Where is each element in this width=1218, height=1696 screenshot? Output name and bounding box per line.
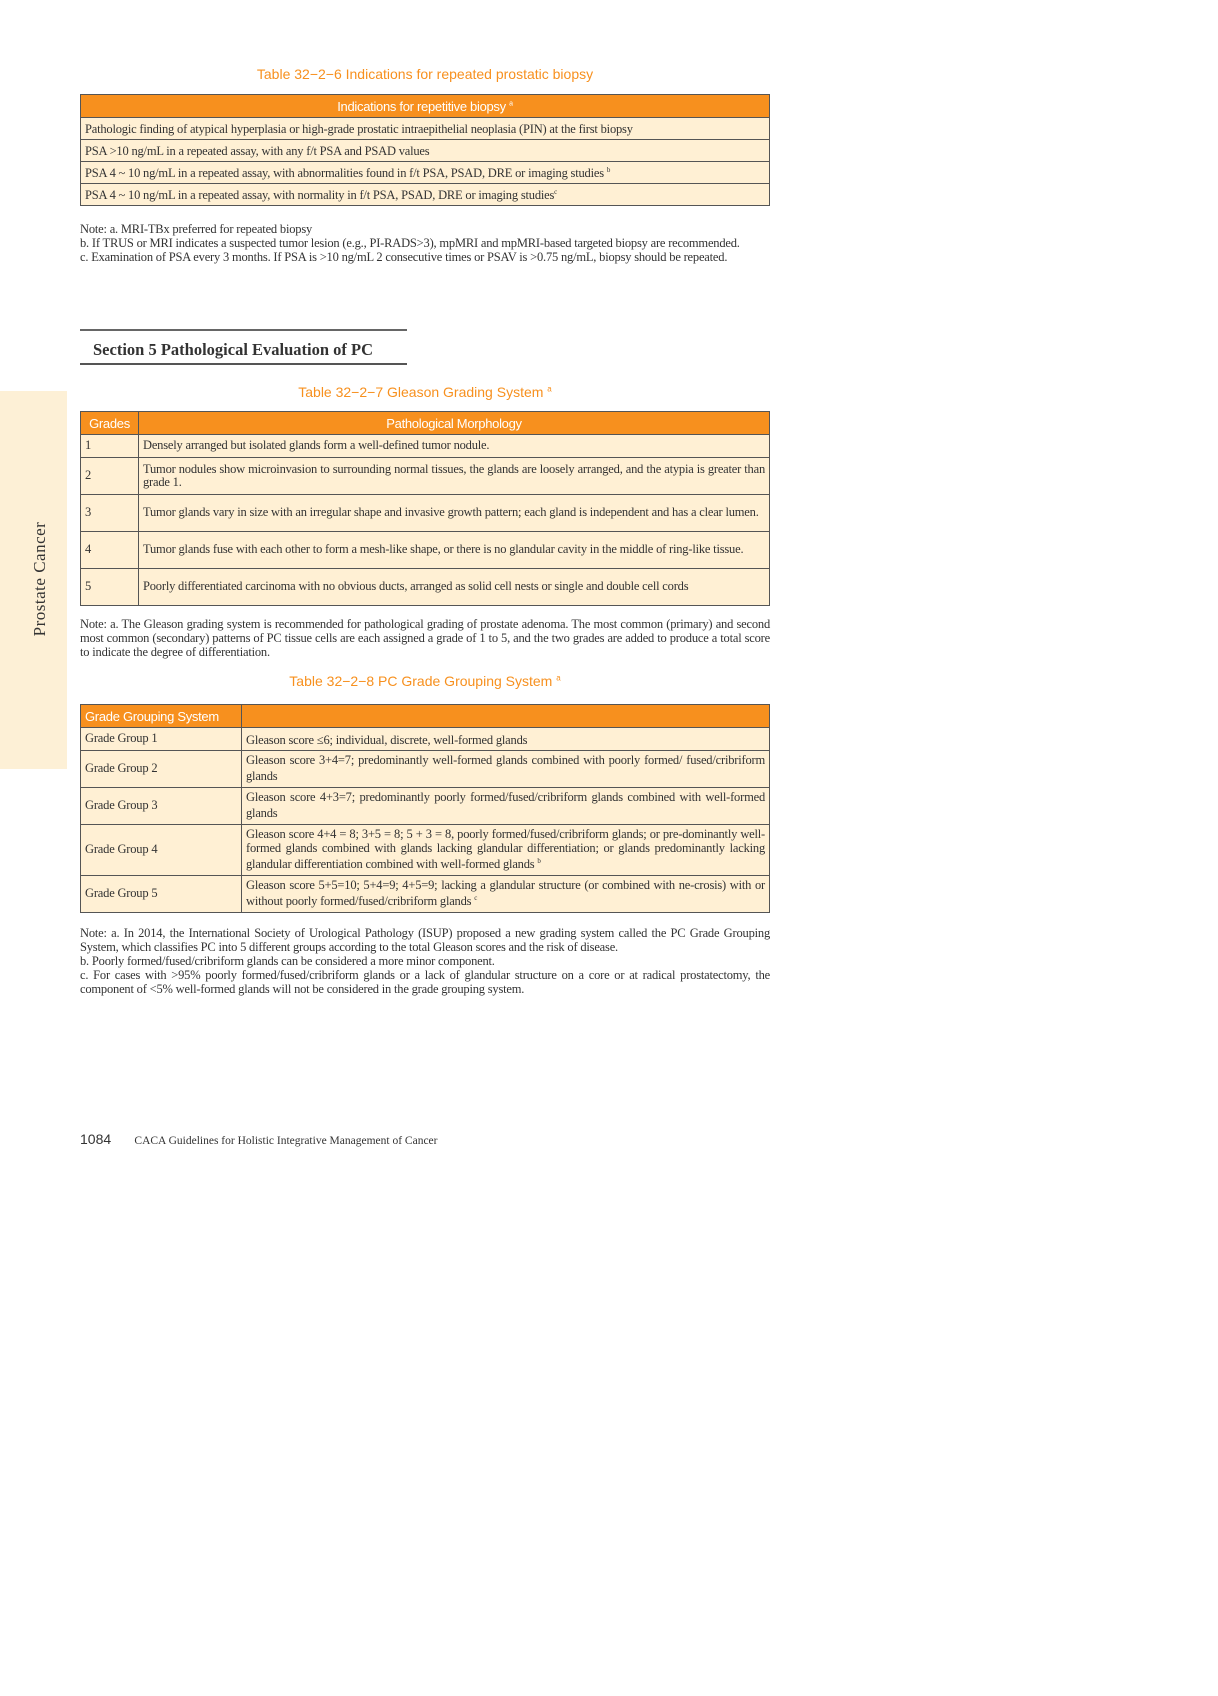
footer-title: CACA Guidelines for Holistic Integrative Management of Cancer <box>134 1135 438 1147</box>
column-header: Grades <box>81 412 139 435</box>
table-row: PSA 4 ~ 10 ng/mL in a repeated assay, with normality in f/t PSA, PSAD, DRE or imaging studies$^c$ <box>81 184 770 206</box>
column-header: Pathological Morphology <box>139 412 770 435</box>
table3-caption: Table 32−2−8 PC Grade Grouping System $^a$ <box>289 673 561 689</box>
table2-note: Note: a. The Gleason grading system is recommended for pathological grading of prostate adenoma. The most common (primary) and second most common (secondary) patterns of PC tissue cells are each assigned a grade of 1 to 5, and the two grades are added to produce a total score to indicate the degree of differentiation. <box>80 617 770 659</box>
table-row: Pathologic finding of atypical hyperplasia or high-grade prostatic intraepithelial neoplasia (PIN) at the first biopsy <box>81 118 770 140</box>
biopsy-indications-table <box>80 94 770 206</box>
column-header: Grade Grouping System <box>81 705 242 728</box>
table-row: Grade Group 2 Gleason score 3+4=7; predominantly well-formed glands combined with poorly formed/ fused/cribriform glands <box>81 751 770 788</box>
table-row: Grade Group 3 Gleason score 4+3=7; predominantly poorly formed/fused/cribriform glands combined with well-formed glands <box>81 788 770 825</box>
column-header <box>242 705 770 728</box>
gleason-grading-table <box>80 411 770 606</box>
table1-caption: Table 32−2−6 Indications for repeated prostatic biopsy <box>256 66 594 82</box>
table-row: 5 Poorly differentiated carcinoma with no obvious ducts, arranged as solid cell nests or single and double cell cords <box>81 569 770 606</box>
table-row: 3 Tumor glands vary in size with an irregular shape and invasive growth pattern; each gland is independent and has a clear lumen. <box>81 495 770 532</box>
table-row: Grade Group 5 Gleason score 5+5=10; 5+4=9; 4+5=9; lacking a glandular structure (or combined with ne-crosis) with or without poorly formed/fused/cribriform glands $^c$ <box>81 876 770 913</box>
table-row: PSA >10 ng/mL in a repeated assay, with any f/t PSA and PSAD values <box>81 140 770 162</box>
table1-notes: Note: a. MRI-TBx preferred for repeated biopsy b. If TRUS or MRI indicates a suspected tumor lesion (e.g., PI-RADS>3), mpMRI and mpMRI-based targeted biopsy are recommended. c. Examination of PSA every 3 months. If PSA is >10 ng/mL 2 consecutive times or PSAV is >0.75 ng/mL, biopsy should be repeated. <box>80 222 740 264</box>
table-row: 4 Tumor glands fuse with each other to form a mesh-like shape, or there is no glandular cavity in the middle of ring-like tissue. <box>81 532 770 569</box>
page-number: 1084 <box>80 1131 112 1147</box>
table-row: PSA 4 ~ 10 ng/mL in a repeated assay, with abnormalities found in f/t PSA, PSAD, DRE or imaging studies $^b$ <box>81 162 770 184</box>
table3-notes: Note: a. In 2014, the International Society of Urological Pathology (ISUP) proposed a new grading system called the PC Grade Grouping System, which classifies PC into 5 different groups according to the total Gleason scores and the risk of disease. b. Poorly formed/fused/cribriform glands can be considered a more minor component. c. For cases with >95% poorly formed/fused/cribriform glands or a lack of glandular structure on a core or at radical prostatectomy, the component of <5% well-formed glands will not be considered in the grade grouping system. <box>80 926 770 996</box>
section-heading: Section 5 Pathological Evaluation of PC <box>80 329 407 365</box>
table-row: Grade Group 4 Gleason score 4+4 = 8; 3+5 = 8; 5 + 3 = 8, poorly formed/fused/cribriform glands; or pre-dominantly well-formed glands combined with glands lacking glandular differentiation; or glands predominantly lacking glandular differentiation combined with well-formed glands $^b$ <box>81 825 770 876</box>
page-footer <box>80 1131 437 1148</box>
chapter-side-tab <box>0 391 67 769</box>
table1-header: Indications for repetitive biopsy $^a$ <box>81 95 770 118</box>
table-row: 1 Densely arranged but isolated glands form a well-defined tumor nodule. <box>81 435 770 458</box>
table-row: 2 Tumor nodules show microinvasion to surrounding normal tissues, the glands are loosely arranged, and the atypia is greater than grade 1. <box>81 458 770 495</box>
chapter-label: Prostate Cancer <box>30 521 49 637</box>
grade-grouping-table <box>80 704 770 913</box>
table-row: Grade Group 1 Gleason score ≤6; individual, discrete, well-formed glands <box>81 728 770 751</box>
table2-caption: Table 32−2−7 Gleason Grading System $^a$ <box>298 384 552 400</box>
